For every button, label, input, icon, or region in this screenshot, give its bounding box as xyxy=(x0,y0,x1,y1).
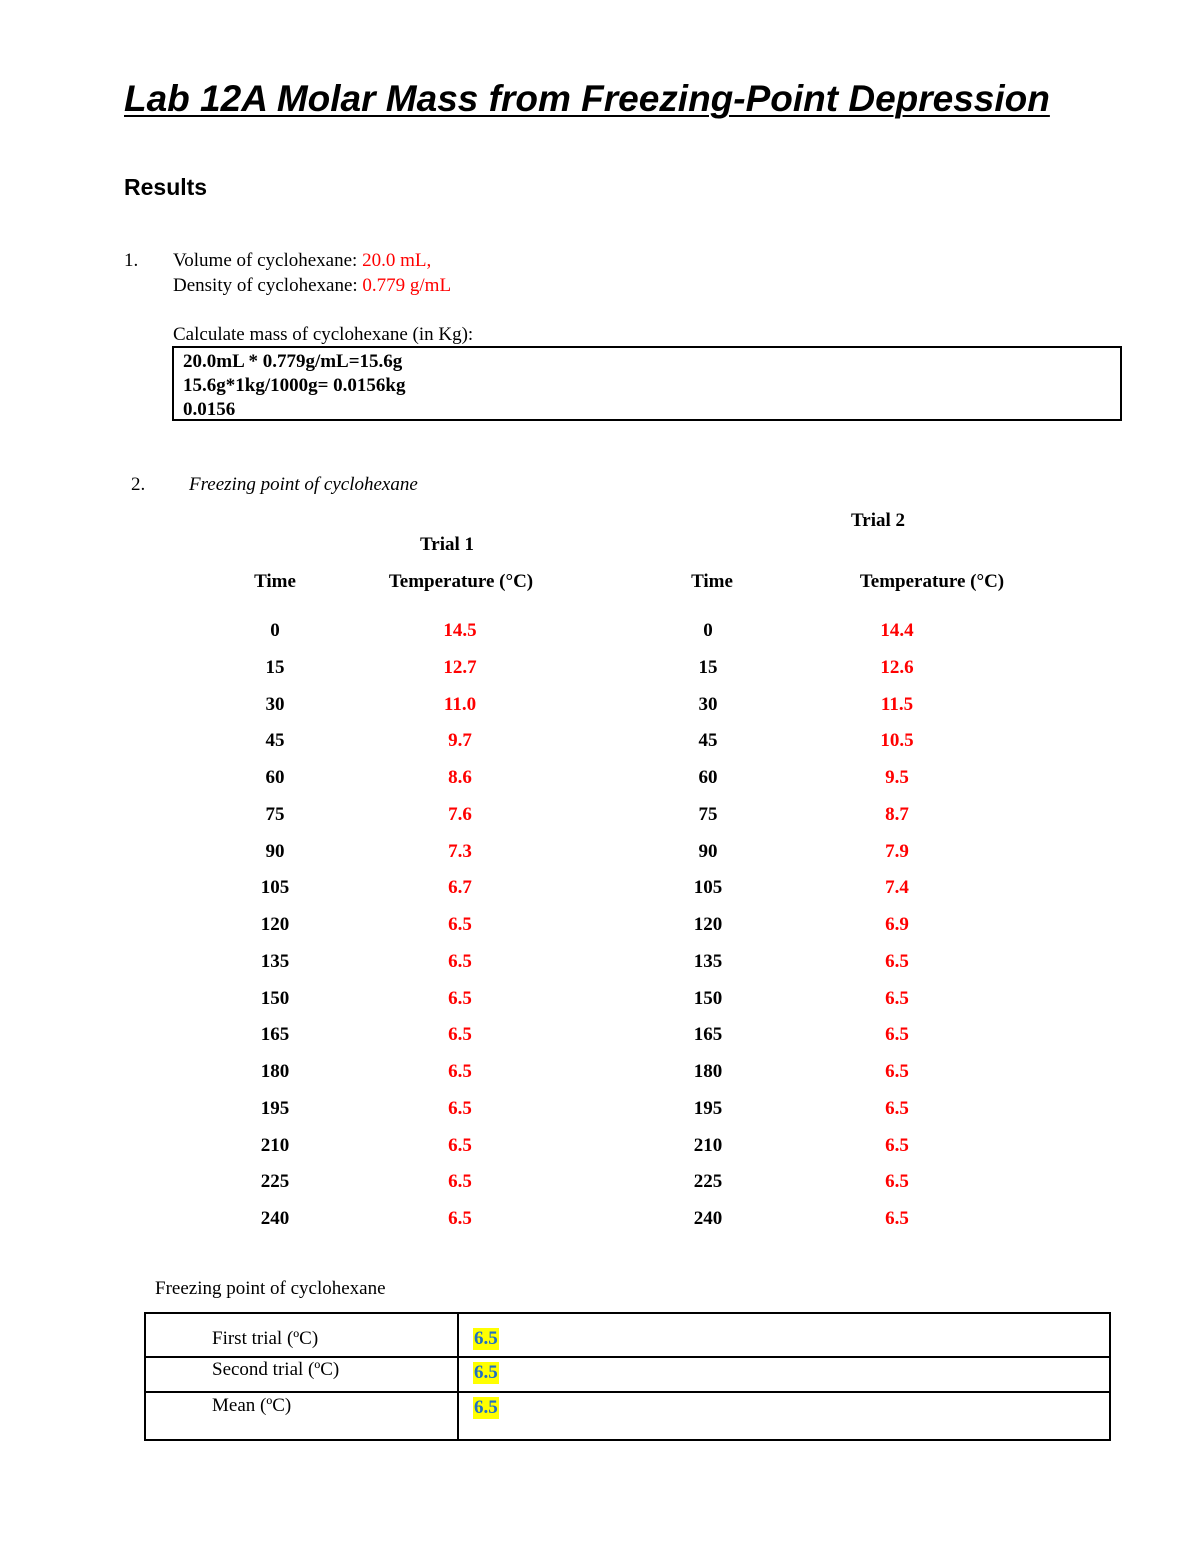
trial-1-temp-cell: 12.7 xyxy=(443,656,477,678)
page-title: Lab 12A Molar Mass from Freezing-Point Depression xyxy=(124,78,1050,119)
trial-2-time-cell: 240 xyxy=(693,1208,723,1229)
trial-1-time-cell: 120 xyxy=(260,914,290,935)
volume-line xyxy=(173,250,431,272)
trial-1-temp-cell: 6.5 xyxy=(448,987,472,1009)
trial-1-temp-cell: 6.5 xyxy=(448,1097,472,1119)
summary-label: Freezing point of cyclohexane xyxy=(155,1278,386,1299)
trial-1-time-cell: 90 xyxy=(265,840,285,862)
trial-2-time-cell: 105 xyxy=(693,877,723,899)
trial-2-label: Trial 2 xyxy=(850,510,906,531)
trial-2-temp-cell: 6.5 xyxy=(885,1061,909,1082)
trial-2-time-cell: 165 xyxy=(693,1024,723,1046)
trial-1-time-cell: 210 xyxy=(260,1134,290,1156)
trial-2-time-cell: 75 xyxy=(698,803,718,825)
trial-1-temp-cell: 9.7 xyxy=(448,730,472,752)
trial-2-time-cell: 90 xyxy=(698,840,718,862)
trial-2-temp-cell: 6.5 xyxy=(885,1097,909,1119)
calc-line: 15.6g*1kg/1000g= 0.0156kg xyxy=(183,375,406,396)
trial-1-time-cell: 240 xyxy=(260,1208,290,1229)
trial-2-temp-cell: 8.7 xyxy=(885,803,909,825)
trial-2-temp-header: Temperature (°C) xyxy=(859,571,1005,592)
trial-1-temp-cell: 6.7 xyxy=(448,877,472,899)
trial-2-temp-cell: 7.9 xyxy=(885,840,909,862)
trial-1-temp-cell: 6.5 xyxy=(448,1208,472,1229)
trial-2-time-cell: 135 xyxy=(693,950,723,972)
trial-2-time-cell: 210 xyxy=(693,1134,723,1156)
question-2-number: 2. xyxy=(131,474,146,495)
trial-1-temp-cell: 6.5 xyxy=(448,1171,472,1193)
trial-1-time-cell: 45 xyxy=(265,730,285,752)
density-value: 0.779 g/mL xyxy=(362,275,452,296)
section-heading-results: Results xyxy=(124,174,208,200)
question-2-title: Freezing point of cyclohexane xyxy=(189,474,418,495)
trial-2-time-header: Time xyxy=(691,571,733,592)
question-1-number: 1. xyxy=(124,250,139,271)
trial-1-time-cell: 135 xyxy=(260,950,290,972)
trial-1-temp-cell: 6.5 xyxy=(448,950,472,972)
trial-2-time-cell: 30 xyxy=(698,693,718,715)
trial-2-temp-cell: 6.5 xyxy=(885,1134,909,1156)
trial-1-label: Trial 1 xyxy=(419,534,475,555)
trial-2-temp-cell: 11.5 xyxy=(880,693,914,715)
summary-row-value: 6.5 xyxy=(474,1397,498,1418)
trial-2-temp-cell: 7.4 xyxy=(885,877,909,899)
trial-2-temp-cell: 6.9 xyxy=(885,914,909,935)
trial-1-time-cell: 180 xyxy=(260,1061,290,1082)
calc-line: 0.0156 xyxy=(183,399,236,420)
trial-2-temp-cell: 6.5 xyxy=(885,987,909,1009)
trial-1-temp-cell: 6.5 xyxy=(448,1061,472,1082)
trial-2-temp-cell: 6.5 xyxy=(885,1024,909,1046)
density-label: Density of cyclohexane: xyxy=(173,275,363,296)
summary-row-value: 6.5 xyxy=(474,1362,498,1383)
calculation-box xyxy=(172,346,1122,421)
trial-1-temp-cell: 11.0 xyxy=(443,693,477,715)
trial-1-temp-cell: 6.5 xyxy=(448,1134,472,1156)
trial-1-temp-cell: 7.6 xyxy=(448,803,472,825)
trial-2-time-cell: 15 xyxy=(698,656,718,678)
trial-1-temp-cell: 7.3 xyxy=(448,840,472,862)
volume-value: 20.0 mL, xyxy=(362,250,432,271)
trial-1-temp-header: Temperature (°C) xyxy=(388,571,534,592)
trial-1-time-cell: 75 xyxy=(265,803,285,825)
trial-2-temp-cell: 12.6 xyxy=(880,656,914,678)
calc-line: 20.0mL * 0.779g/mL=15.6g xyxy=(183,351,403,372)
summary-row-label: Mean (ºC) xyxy=(212,1395,292,1416)
trial-1-temp-cell: 6.5 xyxy=(448,1024,472,1046)
trial-1-temp-cell: 8.6 xyxy=(448,767,472,788)
calc-prompt: Calculate mass of cyclohexane (in Kg): xyxy=(173,324,474,345)
trial-2-temp-cell: 6.5 xyxy=(885,1208,909,1229)
trial-2-temp-cell: 14.4 xyxy=(880,620,914,641)
summary-row-first-trial xyxy=(146,1314,1109,1358)
trial-1-time-cell: 225 xyxy=(260,1171,290,1193)
trial-2-time-cell: 195 xyxy=(693,1097,723,1119)
trial-2-time-cell: 225 xyxy=(693,1171,723,1193)
trial-1-time-cell: 165 xyxy=(260,1024,290,1046)
trial-2-temp-cell: 9.5 xyxy=(885,767,909,788)
trial-2-temp-cell: 6.5 xyxy=(885,1171,909,1193)
summary-row-label: First trial (ºC) xyxy=(212,1328,319,1349)
trial-1-time-cell: 15 xyxy=(265,656,285,678)
trial-1-temp-cell: 6.5 xyxy=(448,914,472,935)
summary-row-mean xyxy=(146,1393,1109,1441)
trial-1-time-cell: 0 xyxy=(270,620,280,641)
trial-1-time-cell: 150 xyxy=(260,987,290,1009)
trial-1-temp-cell: 14.5 xyxy=(443,620,477,641)
trial-2-time-cell: 150 xyxy=(693,987,723,1009)
trial-2-temp-cell: 6.5 xyxy=(885,950,909,972)
trial-2-time-cell: 180 xyxy=(693,1061,723,1082)
density-line xyxy=(173,275,451,297)
summary-row-value: 6.5 xyxy=(474,1328,498,1349)
trial-2-time-cell: 45 xyxy=(698,730,718,752)
freezing-point-summary-table xyxy=(144,1312,1111,1441)
summary-row-label: Second trial (ºC) xyxy=(212,1359,340,1380)
trial-1-time-cell: 60 xyxy=(265,767,285,788)
trial-2-time-cell: 0 xyxy=(703,620,713,641)
trial-2-time-cell: 120 xyxy=(693,914,723,935)
trial-1-time-cell: 195 xyxy=(260,1097,290,1119)
trial-1-time-cell: 30 xyxy=(265,693,285,715)
trial-1-time-cell: 105 xyxy=(260,877,290,899)
trial-2-time-cell: 60 xyxy=(698,767,718,788)
summary-row-second-trial xyxy=(146,1358,1109,1393)
trial-1-time-header: Time xyxy=(254,571,296,592)
trial-2-temp-cell: 10.5 xyxy=(880,730,914,752)
volume-label: Volume of cyclohexane: xyxy=(173,250,363,271)
